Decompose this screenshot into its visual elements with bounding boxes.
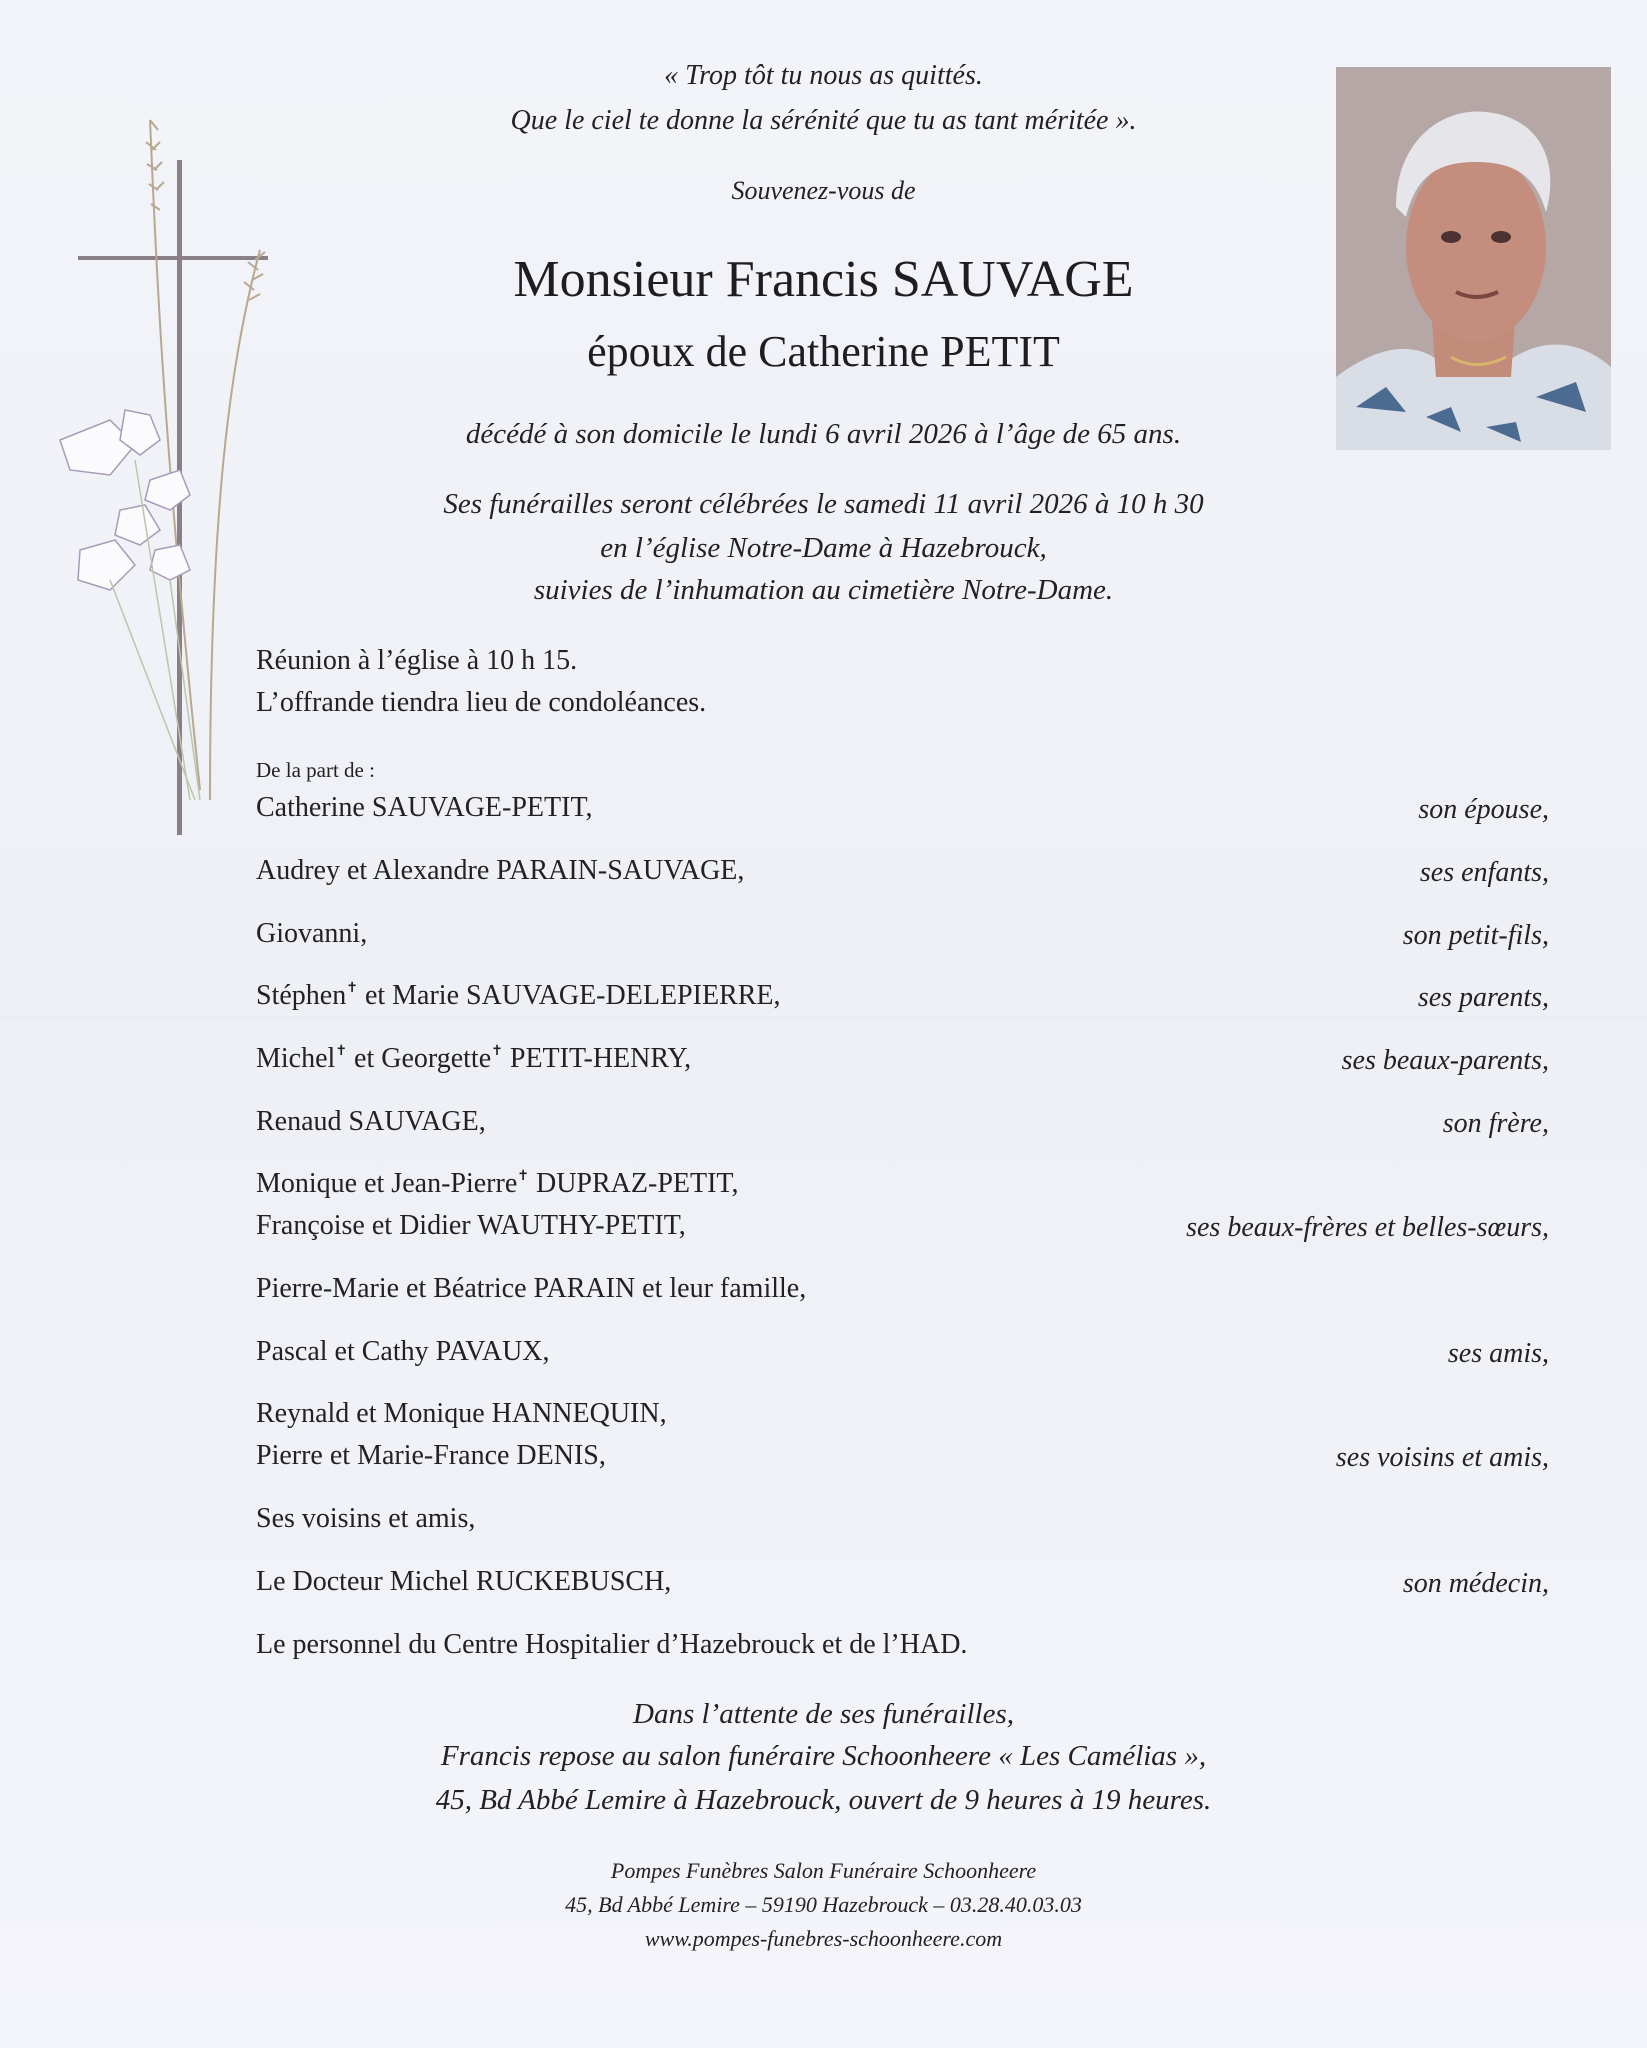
meeting-text: Réunion à l’église à 10 h 15. (256, 645, 578, 676)
family-names: Le Docteur Michel RUCKEBUSCH, (256, 1566, 672, 1597)
family-names: Françoise et Didier WAUTHY-PETIT, (256, 1210, 686, 1241)
footer-website: www.pompes-funebres-schoonheere.com (644, 1926, 1003, 1951)
intro-text: Souvenez-vous de (731, 176, 916, 205)
spouse-line: époux de Catherine PETIT (587, 327, 1060, 376)
offering-text: L’offrande tiendra lieu de condoléances. (256, 687, 707, 718)
family-names: Audrey et Alexandre PARAIN-SAUVAGE, (256, 855, 745, 886)
funeral-line-1: Ses funérailles seront célébrées le samedi 11 avril 2026 à 10 h 30 (443, 488, 1204, 520)
family-relation: son petit-fils, (1402, 920, 1549, 951)
quote-line-1: « Trop tôt tu nous as quittés. (664, 60, 983, 91)
family-names: Catherine SAUVAGE-PETIT, (256, 792, 593, 823)
footer-company: Pompes Funèbres Salon Funéraire Schoonheere (610, 1858, 1037, 1883)
family-names: Giovanni, (256, 918, 368, 949)
family-relation: ses amis, (1447, 1338, 1549, 1369)
family-relation: ses enfants, (1419, 857, 1549, 888)
family-relation: son frère, (1442, 1108, 1549, 1139)
family-names: Ses voisins et amis, (256, 1503, 476, 1534)
family-names: Pierre-Marie et Béatrice PARAIN et leur famille, (256, 1273, 807, 1304)
family-relation: ses beaux-parents, (1341, 1045, 1549, 1076)
family-relation: ses beaux-frères et belles-sœurs, (1186, 1212, 1549, 1243)
repose-line-3: 45, Bd Abbé Lemire à Hazebrouck, ouvert de 9 heures à 19 heures. (435, 1784, 1212, 1816)
family-relation: ses voisins et amis, (1335, 1442, 1549, 1473)
death-notice: décédé à son domicile le lundi 6 avril 2026 à l’âge de 65 ans. (465, 418, 1182, 450)
repose-line-1: Dans l’attente de ses funérailles, (633, 1698, 1014, 1730)
deceased-cross-icon: ✝ (335, 1043, 348, 1059)
family-relation: ses parents, (1417, 982, 1549, 1013)
family-relation: son médecin, (1402, 1568, 1549, 1599)
deceased-cross-icon: ✝ (491, 1043, 503, 1059)
quote-line-2: Que le ciel te donne la sérénité que tu as tant méritée ». (510, 105, 1137, 136)
family-names: Pascal et Cathy PAVAUX, (256, 1336, 550, 1367)
family-names: Le personnel du Centre Hospitalier d’Hazebrouck et de l’HAD. (256, 1629, 968, 1660)
repose-line-2: Francis repose au salon funéraire Schoonheere « Les Camélias », (440, 1740, 1207, 1772)
deceased-cross-icon: ✝ (517, 1168, 529, 1184)
family-names: Renaud SAUVAGE, (256, 1106, 486, 1137)
from-label: De la part de : (256, 758, 375, 782)
wheat-icon (146, 120, 265, 800)
family-names: Monique et Jean-Pierre✝ DUPRAZ-PETIT, (256, 1168, 739, 1199)
cross-flowers-illustration (40, 110, 270, 850)
family-names: Reynald et Monique HANNEQUIN, (256, 1398, 667, 1429)
family-relation: son épouse, (1418, 794, 1549, 825)
footer-address: 45, Bd Abbé Lemire – 59190 Hazebrouck – 03.28.40.03.03 (565, 1892, 1082, 1917)
funeral-line-2: en l’église Notre-Dame à Hazebrouck, (600, 532, 1047, 564)
family-names: Pierre et Marie-France DENIS, (256, 1440, 606, 1471)
deceased-cross-icon: ✝ (346, 980, 358, 996)
family-names: Stéphen✝ et Marie SAUVAGE-DELEPIERRE, (256, 980, 781, 1011)
paper-fold (0, 1017, 1647, 1020)
family-names: Michel✝ et Georgette✝ PETIT-HENRY, (256, 1043, 692, 1074)
funeral-line-3: suivies de l’inhumation au cimetière Notre-Dame. (533, 574, 1114, 606)
deceased-name: Monsieur Francis SAUVAGE (513, 251, 1134, 308)
